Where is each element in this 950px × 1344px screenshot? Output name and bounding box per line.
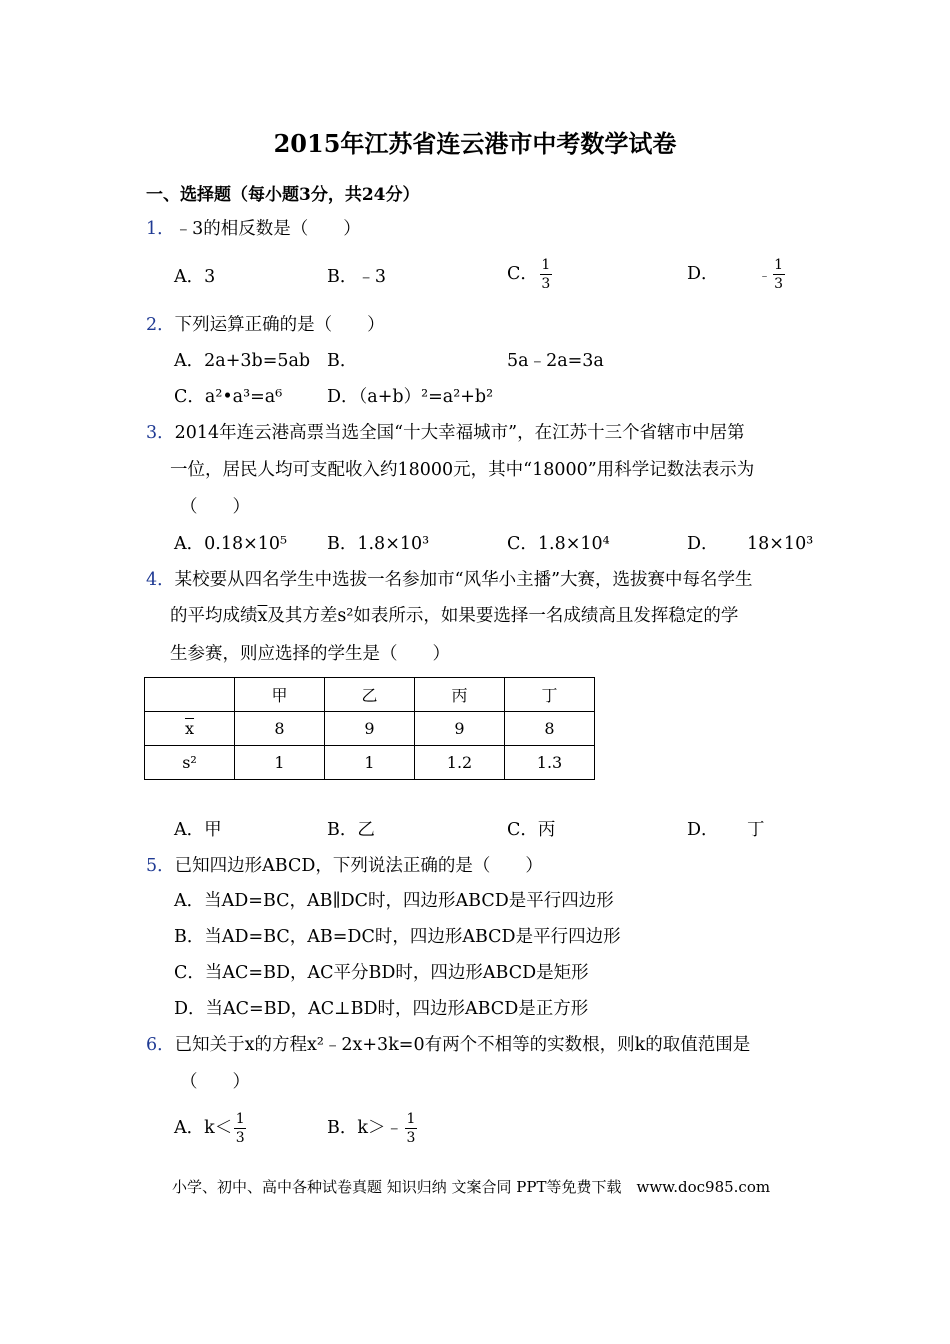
q1-option-a: A．3 (174, 267, 216, 287)
question-1-stem (146, 217, 361, 241)
table-row-label: $\overline{x}$ (145, 712, 235, 746)
question-text: ﹣3的相反数是（ ） (174, 219, 361, 239)
option-label: D． (687, 264, 719, 284)
question-text: 的平均成绩 (170, 606, 258, 626)
q2-option-d: D．（a+b）²=a²+b² (327, 387, 494, 407)
question-3-stem-line-3: （ ） (180, 497, 250, 517)
question-3-stem-line-2: 一位，居民人均可支配收入约18000元，其中“18000”用科学记数法表示为 (170, 460, 755, 480)
table-header-row (145, 678, 595, 712)
table-cell: 8 (505, 712, 595, 746)
q6-option-a (174, 1111, 246, 1146)
table-header-cell: 乙 (325, 678, 415, 712)
option-label: A．k＜ (174, 1118, 233, 1138)
q5-option-d: D．当AC=BD，AC⊥BD时，四边形ABCD是正方形 (174, 999, 589, 1019)
section-heading: 一、选择题（每小题3分，共24分） (146, 185, 420, 205)
question-number: 4． (146, 570, 175, 590)
q3-option-a: A．0.18×10⁵ (174, 534, 288, 554)
table-cell: 1 (325, 746, 415, 780)
fraction-bar (773, 274, 785, 275)
q3-option-d-label: D． (687, 534, 719, 554)
table-header-cell: 丙 (415, 678, 505, 712)
table-cell: 8 (235, 712, 325, 746)
q4-option-a: A．甲 (174, 820, 222, 840)
q3-option-d: 18×10³ (747, 534, 814, 554)
q2-option-c: C．a²•a³=a⁶ (174, 387, 283, 407)
question-text: 已知四边形ABCD，下列说法正确的是（ ） (174, 856, 543, 876)
q4-option-d: 丁 (747, 820, 765, 840)
table-cell: 1 (235, 746, 325, 780)
numerator: 1 (406, 1111, 416, 1127)
q1-option-c (507, 257, 552, 292)
question-number: 1． (146, 219, 175, 239)
minus-sign: ﹣ (385, 1118, 403, 1138)
minus-sign: ﹣ (758, 268, 771, 282)
page-title: 2015年江苏省连云港市中考数学试卷 (273, 129, 677, 158)
question-number: 2． (146, 315, 175, 335)
score-table (144, 677, 595, 780)
table-cell: 1.2 (415, 746, 505, 780)
table-row (145, 746, 595, 780)
numerator: 1 (774, 257, 783, 273)
q2-option-b-label: B． (327, 351, 358, 371)
q6-option-b (327, 1111, 417, 1146)
table-row-label: s² (145, 746, 235, 780)
question-4-stem-line-2 (170, 604, 738, 628)
q3-option-b: B．1.8×10³ (327, 534, 430, 554)
question-5-stem (146, 854, 543, 878)
q1-option-b: B．﹣3 (327, 267, 386, 287)
question-text: 某校要从四名学生中选拔一名参加市“风华小主播”大赛，选拔赛中每名学生 (174, 570, 753, 590)
question-2-stem (146, 313, 385, 337)
table-cell: 1.3 (505, 746, 595, 780)
fraction-bar (540, 274, 552, 275)
mean-symbol: $\overline{x}$ (257, 606, 268, 626)
q3-option-c: C．1.8×10⁴ (507, 534, 610, 554)
table-header-cell: 甲 (235, 678, 325, 712)
question-6-stem (146, 1033, 750, 1057)
denominator: 3 (406, 1130, 416, 1146)
fraction (773, 257, 785, 292)
question-text: 及其方差s²如表所示，如果要选择一名成绩高且发挥稳定的学 (267, 606, 739, 626)
q4-option-d-label: D． (687, 820, 719, 840)
table-cell: 9 (415, 712, 505, 746)
q5-option-c: C．当AC=BD，AC平分BD时，四边形ABCD是矩形 (174, 963, 589, 983)
denominator: 3 (541, 276, 551, 292)
fraction (234, 1111, 246, 1146)
question-number: 6． (146, 1035, 175, 1055)
question-number: 3． (146, 423, 175, 443)
question-4-stem (146, 568, 753, 592)
q2-option-a: A．2a+3b=5ab (174, 351, 311, 371)
option-label: B．k＞ (327, 1118, 386, 1138)
question-3-stem (146, 421, 745, 445)
question-text: 2014年连云港高票当选全国“十大幸福城市”，在江苏十三个省辖市中居第 (174, 423, 745, 443)
q5-option-a: A．当AD=BC，AB∥DC时，四边形ABCD是平行四边形 (174, 891, 614, 911)
table-cell: 9 (325, 712, 415, 746)
fraction-bar (234, 1128, 246, 1129)
fraction-bar (405, 1128, 417, 1129)
table-header-cell: 丁 (505, 678, 595, 712)
page-footer: 小学、初中、高中各种试卷真题 知识归纳 文案合同 PPT等免费下载 www.doc985.com (172, 1178, 771, 1196)
q4-option-b: B．乙 (327, 820, 375, 840)
q5-option-b: B．当AD=BC，AB=DC时，四边形ABCD是平行四边形 (174, 927, 621, 947)
question-number: 5． (146, 856, 175, 876)
fraction (405, 1111, 417, 1146)
denominator: 3 (774, 276, 783, 292)
question-text: 下列运算正确的是（ ） (174, 315, 385, 335)
table-header-cell (145, 678, 235, 712)
denominator: 3 (235, 1130, 245, 1146)
q2-option-b: 5a﹣2a=3a (507, 351, 604, 371)
question-4-stem-line-3: 生参赛，则应选择的学生是（ ） (170, 644, 450, 664)
numerator: 1 (541, 257, 551, 273)
q1-option-d (687, 257, 785, 292)
option-label: C． (507, 264, 538, 284)
question-text: 已知关于x的方程x²﹣2x+3k=0有两个不相等的实数根，则k的取值范围是 (174, 1035, 751, 1055)
q4-option-c: C．丙 (507, 820, 556, 840)
table-row (145, 712, 595, 746)
question-6-stem-line-2: （ ） (180, 1072, 250, 1092)
numerator: 1 (235, 1111, 245, 1127)
fraction (540, 257, 552, 292)
